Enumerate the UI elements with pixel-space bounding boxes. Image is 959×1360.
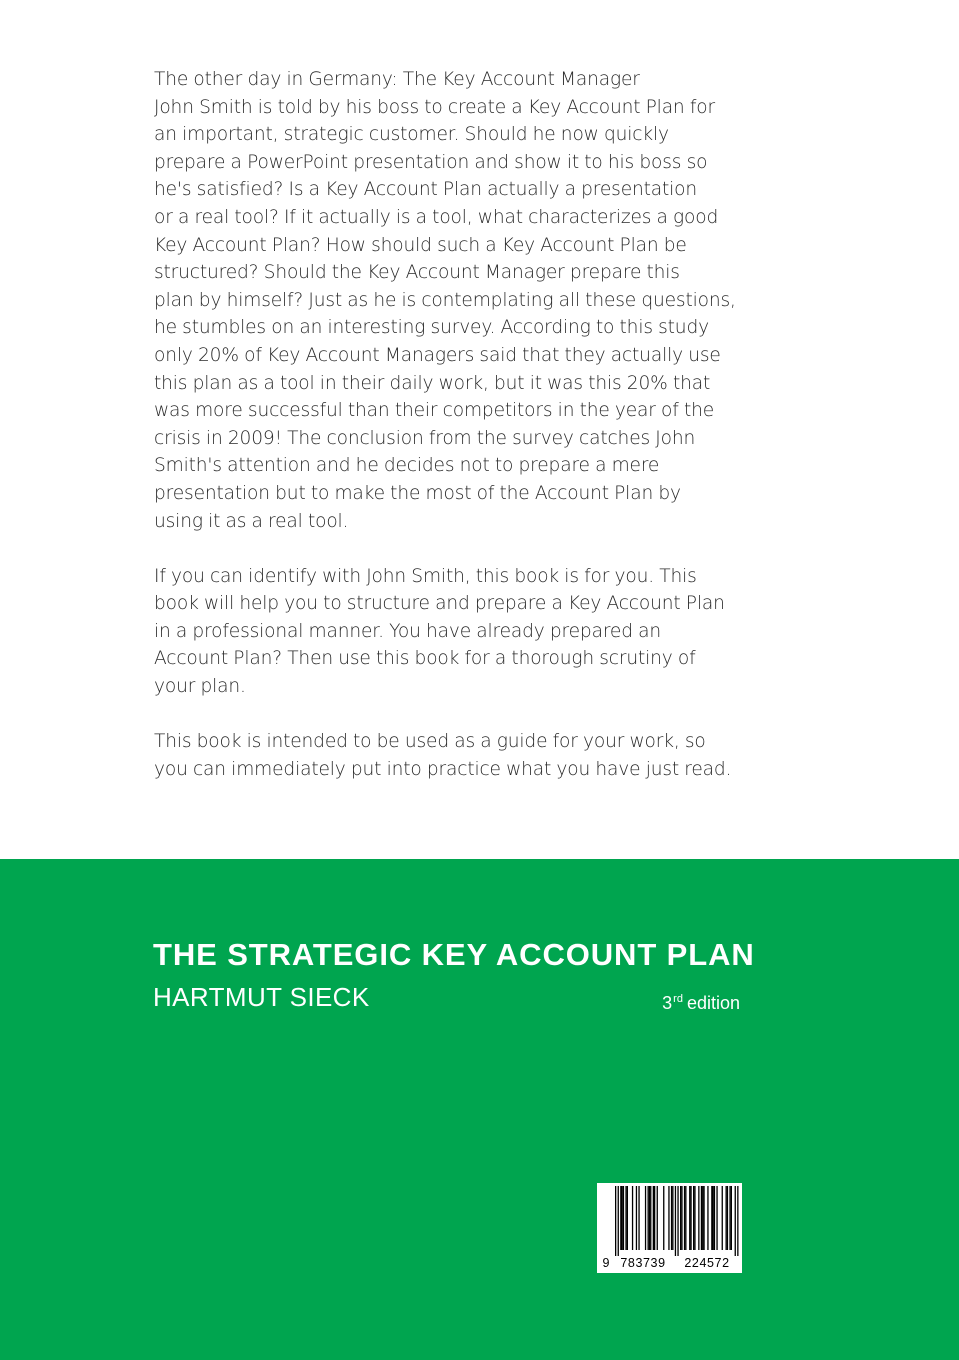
barcode-bar [689, 1186, 690, 1250]
barcode-bar [685, 1186, 686, 1250]
barcode-graphic [597, 1183, 742, 1273]
book-title: THE STRATEGIC KEY ACCOUNT PLAN [153, 937, 755, 972]
barcode-bar [618, 1186, 619, 1256]
barcode-bar [735, 1186, 736, 1256]
barcode-bar [622, 1186, 623, 1250]
barcode-bar [698, 1186, 699, 1250]
barcode-bar [681, 1186, 682, 1250]
isbn-lead-digit: 9 [602, 1256, 610, 1270]
barcode-bar [731, 1186, 732, 1250]
barcode-bar [620, 1186, 621, 1250]
barcode-bar [727, 1186, 728, 1250]
barcode-bar [684, 1186, 685, 1250]
book-author: HARTMUT SIECK [153, 982, 370, 1012]
blurb-paragraph: If you can identify with John Smith, this book is for you. This book will help you to structure and prepare a Key Account Plan in a professional manner. You have already prepared an Account Plan? Then use this book for a thorough scrutiny of your plan. [154, 565, 725, 698]
barcode-bar [729, 1186, 730, 1250]
barcode-bar [713, 1186, 714, 1250]
barcode-bar [648, 1186, 649, 1250]
barcode-bar [663, 1186, 664, 1250]
isbn-right-digits: 224572 [684, 1256, 730, 1270]
barcode-bar [671, 1186, 672, 1250]
barcode-bar [615, 1186, 616, 1256]
barcode-bar [632, 1186, 633, 1250]
barcode-bar [707, 1186, 708, 1250]
barcode-bar [714, 1186, 715, 1250]
barcode-bar [703, 1186, 704, 1250]
barcode-bar [649, 1186, 650, 1250]
barcode-bar [625, 1186, 626, 1250]
barcode-bar [657, 1186, 658, 1250]
barcode-bar [726, 1186, 727, 1250]
barcode-bar [638, 1186, 639, 1250]
barcode-bar [677, 1186, 678, 1256]
barcode-bar [711, 1186, 712, 1250]
barcode-bar [693, 1186, 694, 1250]
barcode-bar [716, 1186, 717, 1250]
edition-word: edition [686, 993, 740, 1013]
isbn-left-digits: 783739 [620, 1256, 666, 1270]
barcode-bar [627, 1186, 628, 1250]
barcode-bar [737, 1186, 738, 1256]
edition-label [662, 988, 740, 1014]
barcode-bar [722, 1186, 723, 1250]
barcode-bar [680, 1186, 681, 1250]
barcode-bar [636, 1186, 637, 1250]
barcode-bar [672, 1186, 673, 1250]
barcode-bar [690, 1186, 691, 1250]
isbn-barcode [597, 1183, 742, 1273]
barcode-bar [623, 1186, 624, 1250]
barcode-bar [650, 1186, 651, 1250]
barcode-bar [654, 1186, 655, 1250]
edition-suffix: rd [673, 993, 683, 1005]
barcode-bar [668, 1186, 669, 1250]
edition-number: 3 [662, 993, 673, 1013]
barcode-bar [694, 1186, 695, 1250]
blurb-paragraph: This book is intended to be used as a guide for your work, so you can immediately put into practice what you have just read. [154, 731, 732, 780]
barcode-bar [653, 1186, 654, 1250]
back-cover-blurb [154, 66, 754, 811]
barcode-bars [615, 1186, 739, 1256]
blurb-paragraph: The other day in Germany: The Key Account Manager John Smith is told by his boss to create a Key Account Plan for an important, strategic customer. Should he now quickly prepare a PowerPoint presentation and show it to his boss so he's satisfied? Is a Key Account Plan actually a presentation or a real tool? If it actually is a tool, what characterizes a good Key Account Plan? How should such a Key Account Plan be structured? Should the Key Account Manager prepare this plan by himself? Just as he is contemplating all these questions, he stumbles on an interesting survey. According to this study only 20% of Key Account Managers said that they actually use this plan as a tool in their daily work, but it was this 20% that was more successful than their competitors in the year of the crisis in 2009! The conclusion from the survey catches John Smith's attention and he decides not to prepare a mere presentation but to make the most of the Account Plan by using it as a real tool. [154, 69, 736, 532]
barcode-bar [645, 1186, 646, 1250]
barcode-bar [701, 1186, 702, 1250]
green-title-band [0, 859, 959, 1360]
barcode-bar [702, 1186, 703, 1250]
barcode-bar [675, 1186, 676, 1256]
